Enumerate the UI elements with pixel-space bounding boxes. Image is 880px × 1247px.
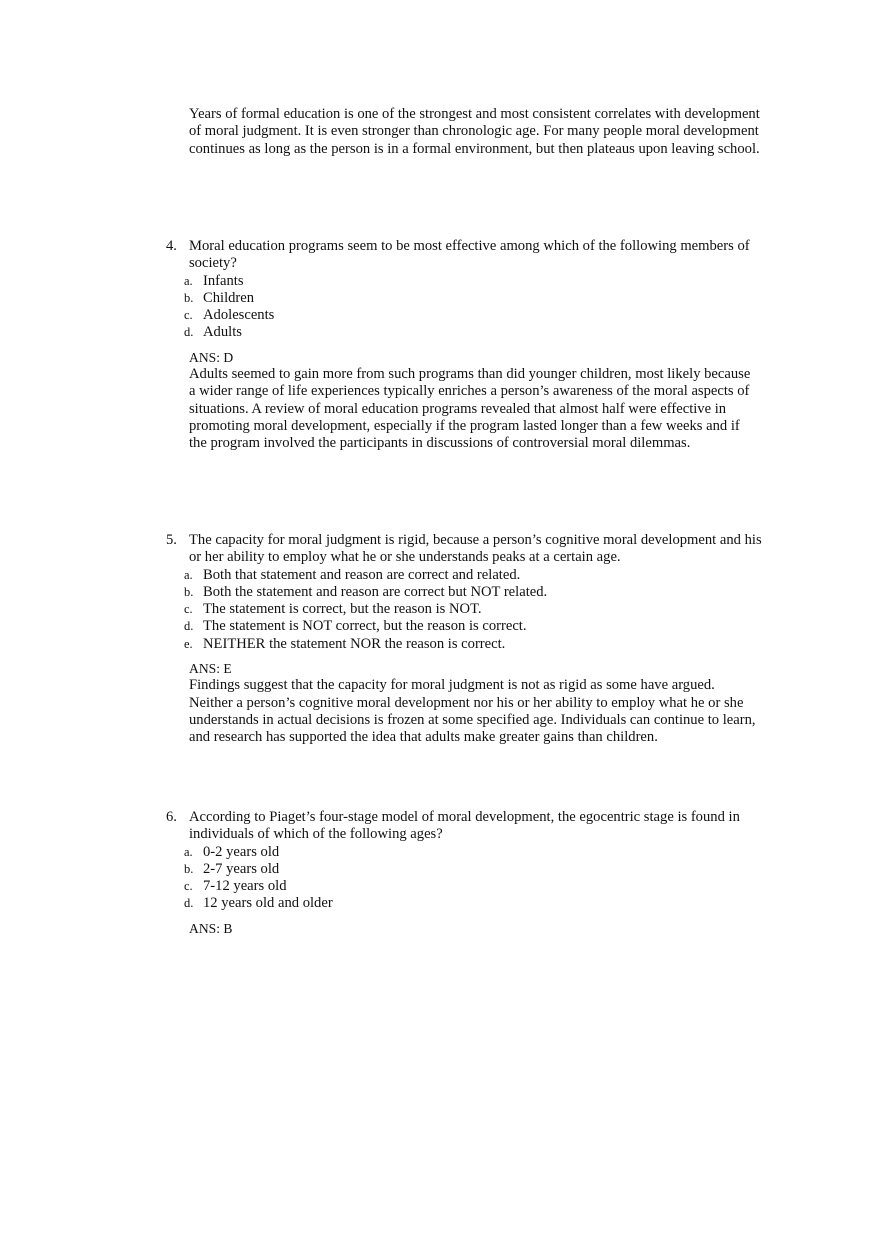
option-text: 12 years old and older [203,895,333,912]
option-a [166,844,766,861]
option-text: The statement is correct, but the reason is NOT. [203,601,482,618]
option-text: 2-7 years old [203,860,280,877]
option-text: Children [203,289,255,306]
option-list [166,844,766,913]
option-letter: d. [184,619,194,634]
answer-block [189,660,759,746]
question-6 [166,809,766,937]
option-letter: d. [184,325,194,340]
option-text: 7-12 years old [203,878,287,895]
question-stem: According to Piaget’s four-stage model of moral development, the egocentric stage is found in individuals of which of the following ages? [189,809,740,843]
option-text: Infants [203,272,244,289]
option-text: Adults [203,324,242,341]
option-a [166,273,766,290]
option-text: The statement is NOT correct, but the reason is correct. [203,618,527,635]
option-text: 0-2 years old [203,843,280,860]
option-letter: c. [184,308,193,323]
answer-block [189,349,759,453]
question-number: 5. [166,532,177,548]
option-letter: e. [184,636,193,651]
option-letter: c. [184,602,193,617]
option-b [166,861,766,878]
answer-block [189,920,759,937]
option-d [166,324,766,341]
option-list [166,273,766,342]
question-number: 4. [166,238,177,254]
intro-paragraph: Years of formal education is one of the strongest and most consistent correlates with development of moral judgment. It is even stronger than chronologic age. For many people moral development continues as long as the person is in a formal environment, but then plateaus upon leaving school. [189,106,760,157]
option-letter: b. [184,584,194,599]
option-c [166,601,766,618]
option-letter: d. [184,896,194,911]
question-number: 6. [166,809,177,825]
option-c [166,307,766,324]
option-list [166,567,766,653]
option-letter: a. [184,844,193,859]
option-a [166,567,766,584]
answer-key: ANS: B [189,920,233,936]
option-d [166,618,766,635]
option-d [166,895,766,912]
option-e [166,636,766,653]
option-letter: a. [184,273,193,288]
question-5 [166,532,766,747]
answer-key: ANS: D [189,349,234,365]
answer-rationale: Adults seemed to gain more from such programs than did younger children, most likely because a wider range of life experiences typically enriches a person’s awareness of the moral aspects of situations. A review of moral education programs revealed that almost half were effective in promoting moral development, especially if the program lasted longer than a few weeks and if the program involved the participants in discussions of controversial moral dilemmas. [189,366,751,452]
option-letter: b. [184,290,194,305]
option-text: Both the statement and reason are correct but NOT related. [203,583,548,600]
option-c [166,878,766,895]
option-text: Both that statement and reason are correct and related. [203,566,521,583]
option-text: NEITHER the statement NOR the reason is correct. [203,635,506,652]
answer-rationale: Findings suggest that the capacity for moral judgment is not as rigid as some have argued. Neither a person’s cognitive moral development nor his or her ability to employ what he or she understands in actual decisions is frozen at some specified age. Individuals can continue to learn, and research has supported the idea that adults make greater gains than children. [189,677,756,746]
question-stem: Moral education programs seem to be most effective among which of the following members of society? [189,238,750,272]
question-4 [166,238,766,453]
answer-key: ANS: E [189,661,232,677]
option-letter: a. [184,567,193,582]
option-b [166,584,766,601]
option-letter: c. [184,879,193,894]
option-b [166,290,766,307]
option-letter: b. [184,861,194,876]
option-text: Adolescents [203,307,275,324]
question-stem: The capacity for moral judgment is rigid, because a person’s cognitive moral development and his or her ability to employ what he or she understands peaks at a certain age. [189,532,762,566]
